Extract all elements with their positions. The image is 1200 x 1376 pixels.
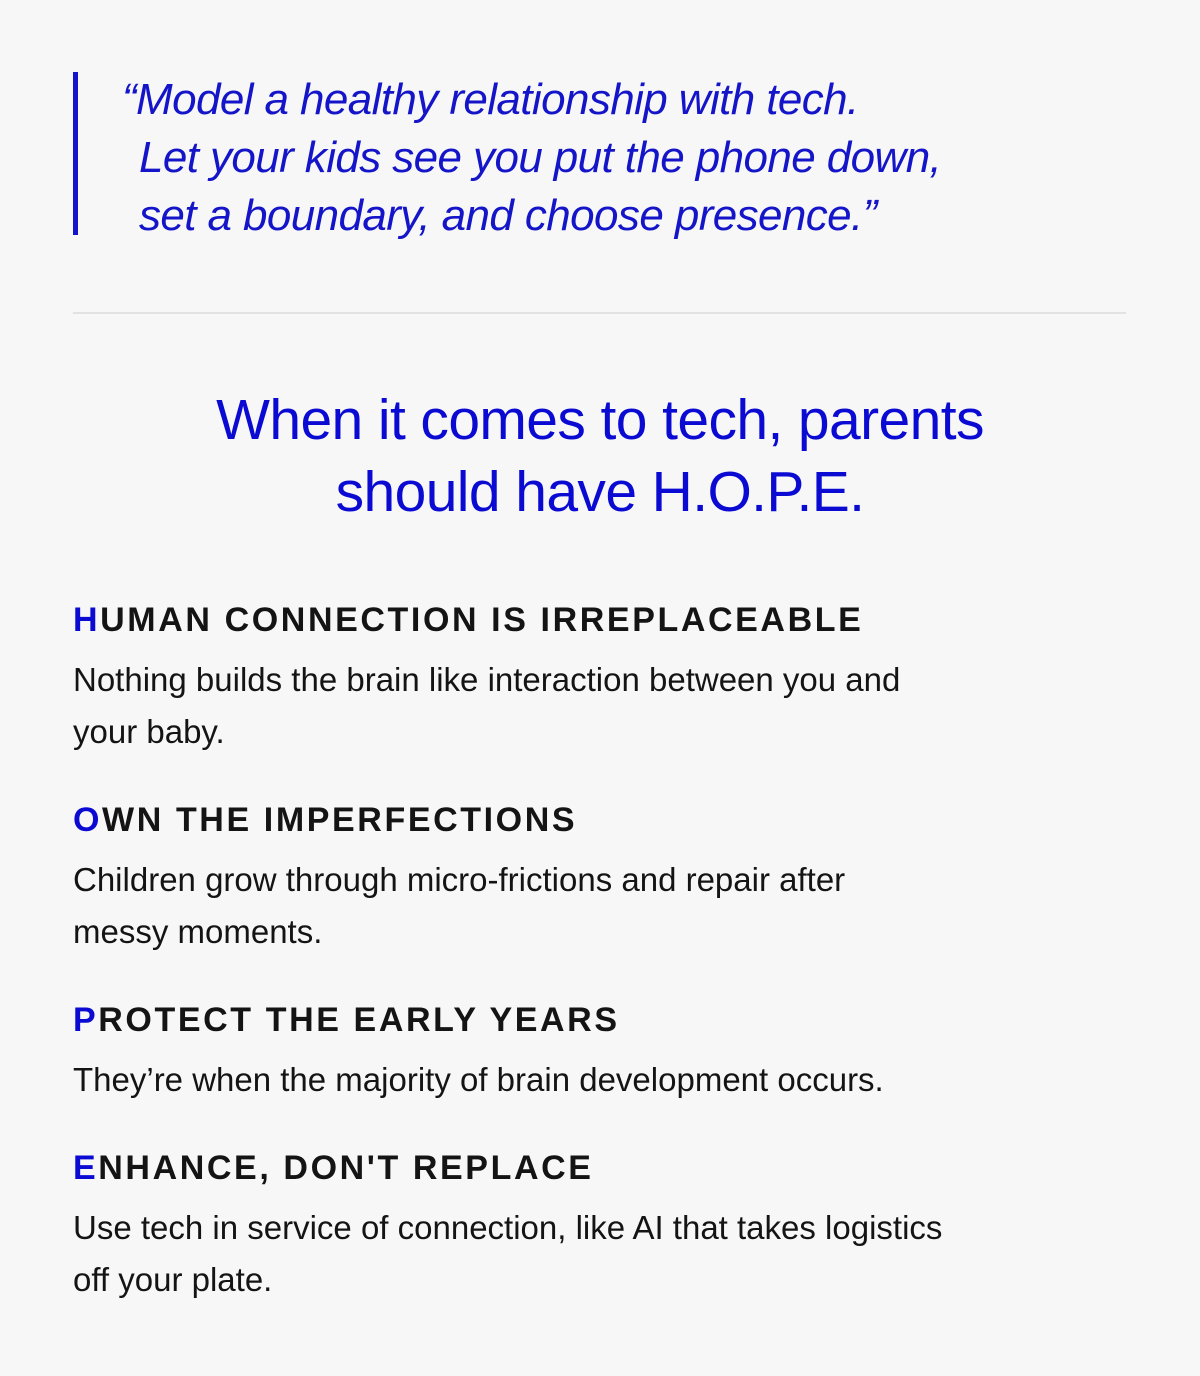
headline-line: When it comes to tech, parents — [216, 388, 984, 452]
principle-description-line: your baby. — [73, 713, 225, 750]
principle-initial: H — [73, 601, 101, 639]
principle-description-line: messy moments. — [73, 913, 323, 950]
principle-title-protect-early-years — [73, 1000, 620, 1040]
principle-description-line: Children grow through micro-frictions and repair after — [73, 861, 846, 898]
principle-title-enhance-dont-replace — [73, 1148, 594, 1188]
principle-title-human-connection — [73, 600, 863, 640]
principle-description-line: off your plate. — [73, 1261, 273, 1298]
quote-accent-bar — [73, 72, 78, 235]
principle-title-rest: UMAN CONNECTION IS IRREPLACEABLE — [100, 601, 864, 639]
principle-initial: O — [73, 801, 103, 839]
quote-line: Let your kids see you put the phone down, — [139, 133, 942, 182]
quote-line: set a boundary, and choose presence.” — [139, 191, 877, 240]
principle-title-own-imperfections — [73, 800, 577, 840]
principle-description-line: They’re when the majority of brain development occurs. — [73, 1061, 884, 1098]
principle-initial: E — [73, 1149, 99, 1187]
principle-title-rest: WN THE IMPERFECTIONS — [102, 801, 578, 839]
principle-title-rest: NHANCE, DON'T REPLACE — [98, 1149, 594, 1187]
principle-description-line: Use tech in service of connection, like AI that takes logistics — [73, 1209, 943, 1246]
principle-initial: P — [73, 1001, 99, 1039]
principle-title-rest: ROTECT THE EARLY YEARS — [98, 1001, 620, 1039]
pull-quote — [73, 72, 1073, 240]
quote-line: “Model a healthy relationship with tech. — [122, 75, 859, 124]
section-divider — [73, 312, 1126, 314]
principle-description-line: Nothing builds the brain like interaction between you and — [73, 661, 901, 698]
headline-line: should have H.O.P.E. — [335, 460, 865, 524]
